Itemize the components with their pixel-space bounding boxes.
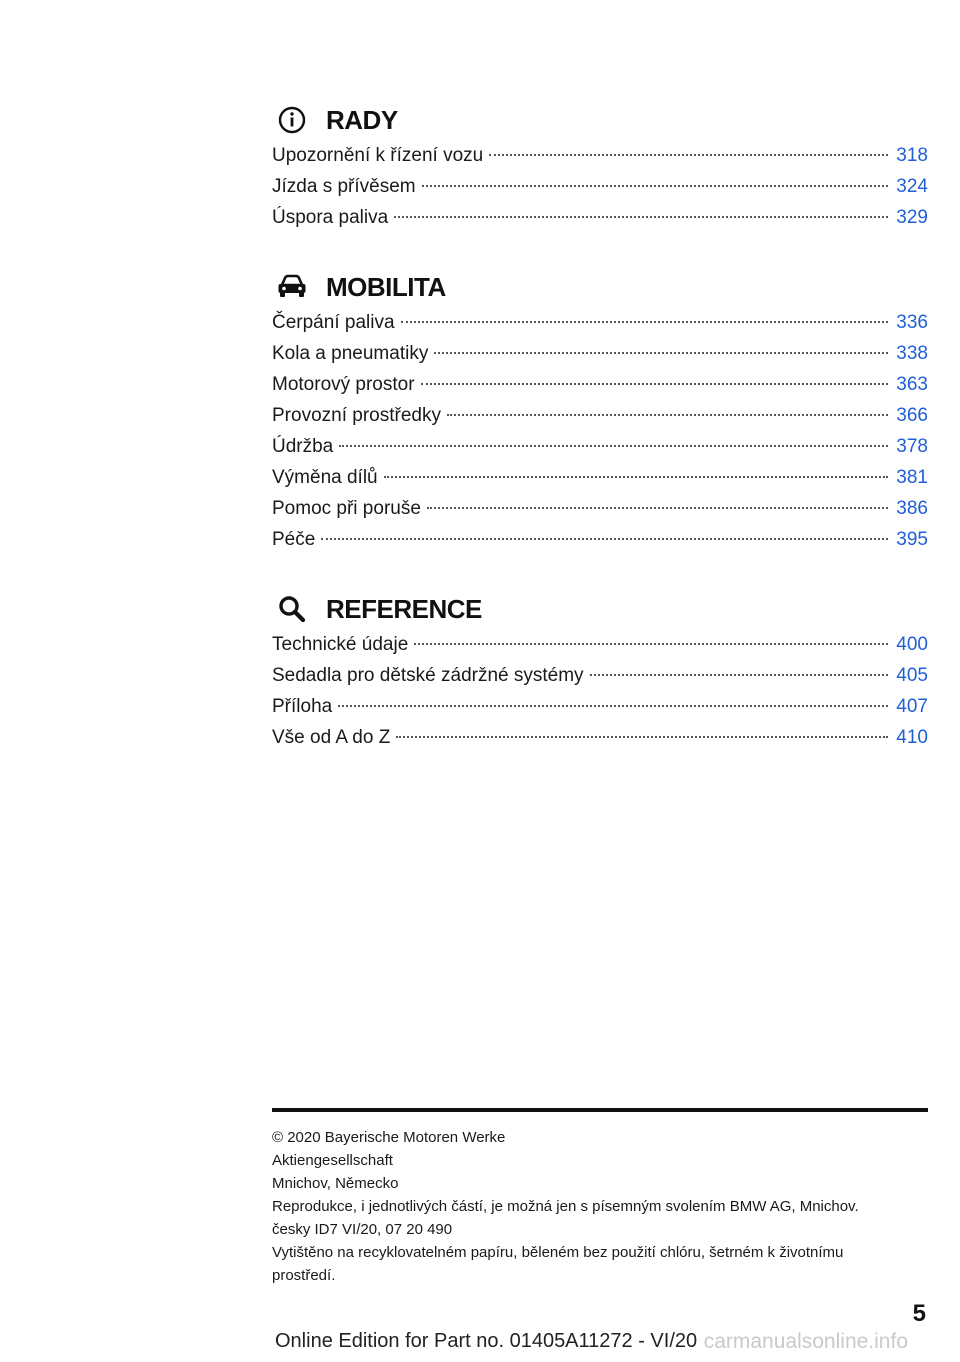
- entry-page-link[interactable]: 400: [896, 634, 928, 655]
- imprint-line: Aktiengesellschaft: [272, 1152, 393, 1169]
- dot-leader: [384, 475, 888, 478]
- entry-page-link[interactable]: 395: [896, 529, 928, 550]
- section-header: [272, 267, 928, 307]
- dot-leader: [590, 673, 888, 676]
- imprint-line: © 2020 Bayerische Motoren Werke: [272, 1129, 506, 1146]
- entry-page-link[interactable]: 386: [896, 498, 928, 519]
- entry-page-link[interactable]: 363: [896, 374, 928, 395]
- toc-entry[interactable]: [272, 462, 928, 493]
- dot-leader: [321, 537, 888, 540]
- dot-leader: [434, 351, 888, 354]
- dot-leader: [394, 215, 888, 218]
- section-rady: [272, 100, 928, 233]
- toc-entry[interactable]: [272, 629, 928, 660]
- toc-entry[interactable]: [272, 660, 928, 691]
- toc-entry[interactable]: [272, 202, 928, 233]
- entry-label: Vše od A do Z: [272, 727, 391, 748]
- imprint-footer: [272, 1108, 928, 1287]
- section-header: [272, 100, 928, 140]
- online-edition-note: Online Edition for Part no. 01405A11272 - VI/20: [275, 1330, 698, 1352]
- section-header: [272, 589, 928, 629]
- entry-page-link[interactable]: 410: [896, 727, 928, 748]
- entry-label: Technické údaje: [272, 634, 409, 655]
- dot-leader: [338, 704, 888, 707]
- toc-entry[interactable]: [272, 431, 928, 462]
- dot-leader: [421, 382, 888, 385]
- section-mobilita: [272, 267, 928, 555]
- entry-page-link[interactable]: 329: [896, 207, 928, 228]
- entry-label: Upozornění k řízení vozu: [272, 145, 484, 166]
- entry-page-link[interactable]: 336: [896, 312, 928, 333]
- entry-label: Sedadla pro dětské zádržné systémy: [272, 665, 584, 686]
- page-number: 5: [912, 1300, 926, 1327]
- entry-page-link[interactable]: 407: [896, 696, 928, 717]
- footer-rule: [272, 1108, 928, 1112]
- entry-label: Čerpání paliva: [272, 312, 395, 333]
- section-title: MOBILITA: [326, 271, 446, 302]
- section-reference: [272, 589, 928, 753]
- entry-label: Úspora paliva: [272, 207, 389, 228]
- entry-label: Údržba: [272, 436, 334, 457]
- info-icon: [272, 100, 312, 140]
- toc-entry[interactable]: [272, 524, 928, 555]
- toc-entry[interactable]: [272, 369, 928, 400]
- imprint-line: česky ID7 VI/20, 07 20 490: [272, 1221, 453, 1238]
- dot-leader: [396, 735, 888, 738]
- entry-label: Příloha: [272, 696, 333, 717]
- imprint-line: Mnichov, Německo: [272, 1175, 399, 1192]
- dot-leader: [489, 153, 888, 156]
- section-title: REFERENCE: [326, 593, 482, 624]
- toc-entry[interactable]: [272, 400, 928, 431]
- dot-leader: [422, 184, 888, 187]
- dot-leader: [447, 413, 888, 416]
- dot-leader: [339, 444, 888, 447]
- toc-entry[interactable]: [272, 722, 928, 753]
- toc-entry[interactable]: [272, 307, 928, 338]
- dot-leader: [427, 506, 888, 509]
- entry-label: Péče: [272, 529, 316, 550]
- toc-entry[interactable]: [272, 171, 928, 202]
- search-icon: [272, 589, 312, 629]
- toc-entry[interactable]: [272, 691, 928, 722]
- section-title: RADY: [326, 104, 398, 135]
- entry-label: Kola a pneumatiky: [272, 343, 429, 364]
- imprint-line: prostředí.: [272, 1267, 336, 1284]
- table-of-contents: [272, 100, 928, 753]
- toc-entry[interactable]: [272, 140, 928, 171]
- entry-label: Výměna dílů: [272, 467, 378, 488]
- entry-label: Provozní prostředky: [272, 405, 441, 426]
- entry-label: Jízda s přívěsem: [272, 176, 416, 197]
- imprint-line: Vytištěno na recyklovatelném papíru, běleném bez použití chlóru, šetrném k životnímu: [272, 1244, 844, 1261]
- entry-label: Pomoc při poruše: [272, 498, 421, 519]
- toc-entry[interactable]: [272, 493, 928, 524]
- imprint-line: Reprodukce, i jednotlivých částí, je možná jen s písemným svolením BMW AG, Mnichov.: [272, 1198, 859, 1215]
- entry-label: Motorový prostor: [272, 374, 415, 395]
- entry-page-link[interactable]: 405: [896, 665, 928, 686]
- entry-page-link[interactable]: 318: [896, 145, 928, 166]
- car-icon: [272, 267, 312, 307]
- toc-entry[interactable]: [272, 338, 928, 369]
- entry-page-link[interactable]: 366: [896, 405, 928, 426]
- entry-page-link[interactable]: 324: [896, 176, 928, 197]
- entry-page-link[interactable]: 381: [896, 467, 928, 488]
- watermark: carmanualsonline.info: [703, 1330, 908, 1353]
- entry-page-link[interactable]: 378: [896, 436, 928, 457]
- dot-leader: [401, 320, 888, 323]
- entry-page-link[interactable]: 338: [896, 343, 928, 364]
- dot-leader: [414, 642, 888, 645]
